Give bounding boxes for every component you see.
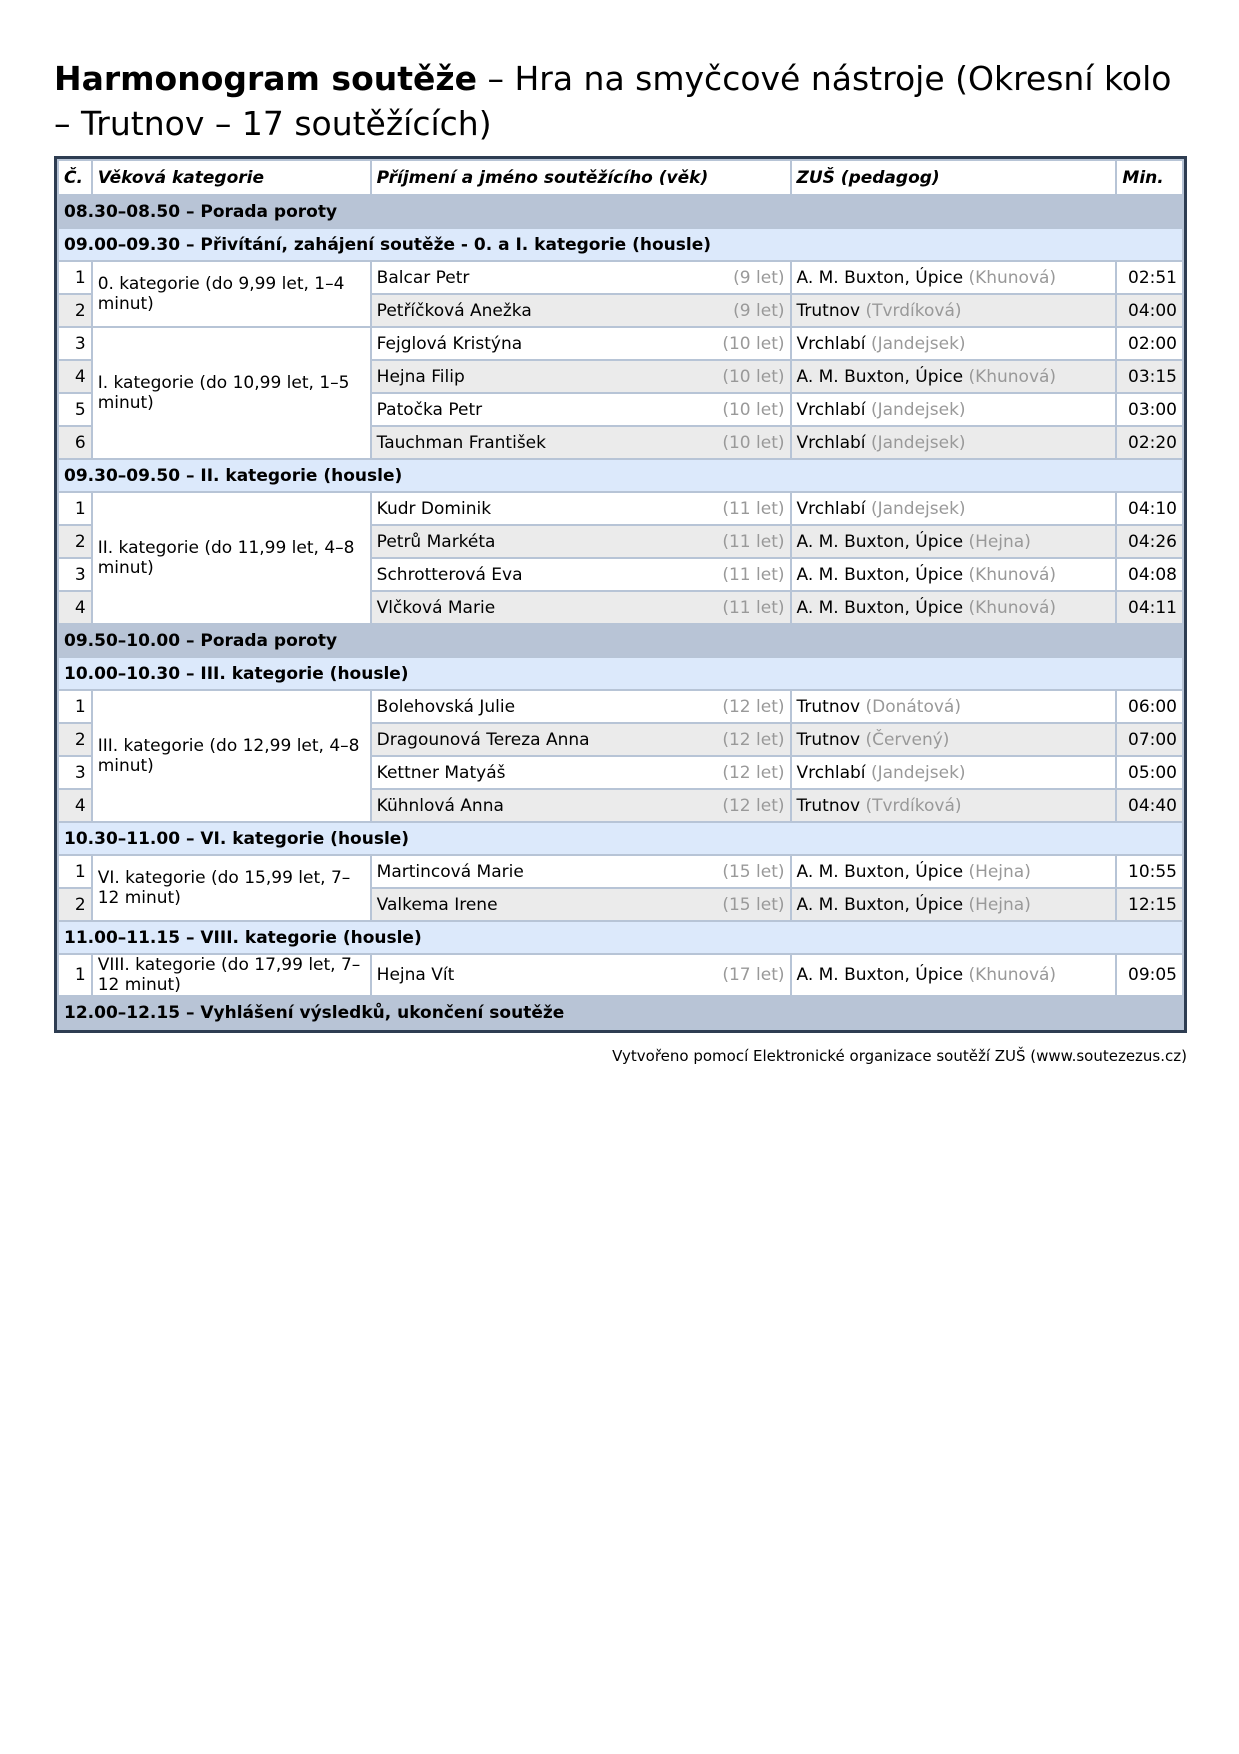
school-cell <box>792 757 1116 788</box>
school-cell <box>792 361 1116 392</box>
competitor-name: Kettner Matyáš <box>376 762 506 783</box>
row-number: 4 <box>59 592 91 623</box>
row-number: 1 <box>59 262 91 293</box>
header-school: ZUŠ (pedagog) <box>792 161 1116 194</box>
category-cell: I. kategorie (do 10,99 let, 1–5 minut) <box>93 328 370 458</box>
competitor-name: Martincová Marie <box>376 861 524 882</box>
teacher-name: (Tvrdíková) <box>865 795 962 816</box>
table-row <box>59 856 1182 887</box>
row-number: 1 <box>59 955 91 995</box>
school-name: Trutnov <box>796 696 861 717</box>
school-name: A. M. Buxton, Úpice <box>796 366 964 387</box>
school-name: A. M. Buxton, Úpice <box>796 597 964 618</box>
row-number: 4 <box>59 361 91 392</box>
school-name: Trutnov <box>796 300 861 321</box>
teacher-name: (Jandejsek) <box>870 762 966 783</box>
duration-cell: 04:11 <box>1117 592 1182 623</box>
section-row <box>59 460 1182 491</box>
competitor-age: (15 let) <box>722 861 785 882</box>
section-row <box>59 658 1182 689</box>
competitor-name: Tauchman František <box>376 432 546 453</box>
teacher-name: (Jandejsek) <box>870 399 966 420</box>
school-cell <box>792 691 1116 722</box>
school-cell <box>792 295 1116 326</box>
school-name: A. M. Buxton, Úpice <box>796 965 964 985</box>
school-name: A. M. Buxton, Úpice <box>796 861 964 882</box>
row-number: 6 <box>59 427 91 458</box>
page <box>54 56 1187 1065</box>
duration-cell: 07:00 <box>1117 724 1182 755</box>
duration-cell: 12:15 <box>1117 889 1182 920</box>
section-label: 08.30–08.50 – Porada poroty <box>59 196 1182 227</box>
school-name: Vrchlabí <box>796 399 866 420</box>
competitor-age: (12 let) <box>722 729 785 750</box>
section-row <box>59 823 1182 854</box>
competitor-name: Bolehovská Julie <box>376 696 516 717</box>
school-cell <box>792 493 1116 524</box>
competitor-cell <box>372 724 790 755</box>
row-number: 2 <box>59 889 91 920</box>
competitor-age: (12 let) <box>722 696 785 717</box>
competitor-age: (9 let) <box>733 300 785 321</box>
table-row <box>59 262 1182 293</box>
section-row <box>59 922 1182 953</box>
section-label: 09.30–09.50 – II. kategorie (housle) <box>59 460 1182 491</box>
row-number: 1 <box>59 691 91 722</box>
section-row <box>59 625 1182 656</box>
category-cell: III. kategorie (do 12,99 let, 4–8 minut) <box>93 691 370 821</box>
section-label: 09.50–10.00 – Porada poroty <box>59 625 1182 656</box>
competitor-age: (10 let) <box>722 333 785 354</box>
competitor-cell <box>372 790 790 821</box>
competitor-cell <box>372 955 790 995</box>
duration-cell: 05:00 <box>1117 757 1182 788</box>
school-name: A. M. Buxton, Úpice <box>796 531 964 552</box>
competitor-cell <box>372 889 790 920</box>
competitor-age: (12 let) <box>722 762 785 783</box>
teacher-name: (Hejna) <box>968 894 1031 915</box>
header-number: Č. <box>59 161 91 194</box>
teacher-name: (Khunová) <box>968 267 1057 288</box>
school-cell <box>792 955 1116 995</box>
competitor-cell <box>372 361 790 392</box>
competitor-name: Patočka Petr <box>376 399 483 420</box>
competitor-name: Petříčková Anežka <box>376 300 532 321</box>
duration-cell: 04:10 <box>1117 493 1182 524</box>
section-label: 11.00–11.15 – VIII. kategorie (housle) <box>59 922 1182 953</box>
competitor-cell <box>372 691 790 722</box>
competitor-age: (11 let) <box>722 531 785 552</box>
page-title <box>54 56 1187 146</box>
school-cell <box>792 328 1116 359</box>
section-row <box>59 997 1182 1028</box>
section-row <box>59 229 1182 260</box>
competitor-name: Kühnlová Anna <box>376 795 504 816</box>
competitor-age: (17 let) <box>722 965 785 985</box>
teacher-name: (Hejna) <box>968 531 1031 552</box>
teacher-name: (Jandejsek) <box>870 333 966 354</box>
title-main: Harmonogram soutěže <box>54 59 477 98</box>
school-name: Vrchlabí <box>796 432 866 453</box>
competitor-name: Valkema Irene <box>376 894 498 915</box>
teacher-name: (Hejna) <box>968 861 1031 882</box>
table-row <box>59 328 1182 359</box>
teacher-name: (Tvrdíková) <box>865 300 962 321</box>
schedule-table <box>54 156 1187 1033</box>
competitor-cell <box>372 757 790 788</box>
competitor-cell <box>372 427 790 458</box>
competitor-age: (10 let) <box>722 366 785 387</box>
competitor-cell <box>372 856 790 887</box>
row-number: 3 <box>59 328 91 359</box>
competitor-age: (12 let) <box>722 795 785 816</box>
row-number: 2 <box>59 724 91 755</box>
school-name: A. M. Buxton, Úpice <box>796 564 964 585</box>
school-cell <box>792 790 1116 821</box>
school-name: Trutnov <box>796 795 861 816</box>
section-label: 12.00–12.15 – Vyhlášení výsledků, ukončení soutěže <box>59 997 1182 1028</box>
header-category: Věková kategorie <box>93 161 370 194</box>
competitor-name: Hejna Filip <box>376 366 465 387</box>
competitor-age: (11 let) <box>722 597 785 618</box>
teacher-name: (Khunová) <box>968 965 1057 985</box>
category-cell: VI. kategorie (do 15,99 let, 7–12 minut) <box>93 856 370 920</box>
section-label: 10.30–11.00 – VI. kategorie (housle) <box>59 823 1182 854</box>
school-name: Vrchlabí <box>796 762 866 783</box>
competitor-name: Kudr Dominik <box>376 498 492 519</box>
row-number: 3 <box>59 757 91 788</box>
teacher-name: (Jandejsek) <box>870 498 966 519</box>
header-row <box>59 161 1182 194</box>
school-cell <box>792 592 1116 623</box>
competitor-cell <box>372 526 790 557</box>
competitor-cell <box>372 559 790 590</box>
teacher-name: (Khunová) <box>968 564 1057 585</box>
row-number: 2 <box>59 526 91 557</box>
duration-cell: 03:15 <box>1117 361 1182 392</box>
teacher-name: (Khunová) <box>968 366 1057 387</box>
table-row <box>59 955 1182 995</box>
competitor-name: Vlčková Marie <box>376 597 496 618</box>
footer-note: Vytvořeno pomocí Elektronické organizace soutěží ZUŠ (www.soutezezus.cz) <box>612 1047 1187 1065</box>
competitor-age: (10 let) <box>722 399 785 420</box>
duration-cell: 02:51 <box>1117 262 1182 293</box>
duration-cell: 03:00 <box>1117 394 1182 425</box>
row-number: 5 <box>59 394 91 425</box>
category-cell: 0. kategorie (do 9,99 let, 1–4 minut) <box>93 262 370 326</box>
competitor-age: (15 let) <box>722 894 785 915</box>
header-minutes: Min. <box>1117 161 1182 194</box>
school-cell <box>792 262 1116 293</box>
category-cell: VIII. kategorie (do 17,99 let, 7–12 minut) <box>93 955 370 995</box>
school-cell <box>792 427 1116 458</box>
row-number: 1 <box>59 856 91 887</box>
teacher-name: (Donátová) <box>865 696 961 717</box>
header-name: Příjmení a jméno soutěžícího (věk) <box>372 161 790 194</box>
competitor-age: (11 let) <box>722 564 785 585</box>
school-cell <box>792 856 1116 887</box>
competitor-name: Schrotterová Eva <box>376 564 523 585</box>
competitor-age: (11 let) <box>722 498 785 519</box>
competitor-cell <box>372 394 790 425</box>
teacher-name: (Khunová) <box>968 597 1057 618</box>
school-name: Trutnov <box>796 729 861 750</box>
category-cell: II. kategorie (do 11,99 let, 4–8 minut) <box>93 493 370 623</box>
school-name: Vrchlabí <box>796 498 866 519</box>
competitor-name: Dragounová Tereza Anna <box>376 729 590 750</box>
school-cell <box>792 889 1116 920</box>
school-cell <box>792 394 1116 425</box>
competitor-age: (9 let) <box>733 267 785 288</box>
title-rest: – Hra na smyčcové nástroje (Okresní kolo – Trutnov – 17 soutěžících) <box>54 59 1172 143</box>
duration-cell: 04:40 <box>1117 790 1182 821</box>
competitor-cell <box>372 328 790 359</box>
duration-cell: 02:20 <box>1117 427 1182 458</box>
competitor-cell <box>372 262 790 293</box>
competitor-name: Hejna Vít <box>376 965 455 985</box>
competitor-name: Fejglová Kristýna <box>376 333 523 354</box>
competitor-age: (10 let) <box>722 432 785 453</box>
section-row <box>59 196 1182 227</box>
duration-cell: 10:55 <box>1117 856 1182 887</box>
row-number: 2 <box>59 295 91 326</box>
section-label: 10.00–10.30 – III. kategorie (housle) <box>59 658 1182 689</box>
duration-cell: 09:05 <box>1117 955 1182 995</box>
competitor-name: Balcar Petr <box>376 267 470 288</box>
section-label: 09.00–09.30 – Přivítání, zahájení soutěže - 0. a I. kategorie (housle) <box>59 229 1182 260</box>
teacher-name: (Červený) <box>865 729 950 750</box>
schedule-body <box>59 196 1182 1028</box>
row-number: 4 <box>59 790 91 821</box>
school-name: A. M. Buxton, Úpice <box>796 894 964 915</box>
competitor-cell <box>372 493 790 524</box>
duration-cell: 04:00 <box>1117 295 1182 326</box>
competitor-name: Petrů Markéta <box>376 531 496 552</box>
duration-cell: 02:00 <box>1117 328 1182 359</box>
duration-cell: 04:08 <box>1117 559 1182 590</box>
school-cell <box>792 724 1116 755</box>
competitor-cell <box>372 295 790 326</box>
school-cell <box>792 526 1116 557</box>
school-name: A. M. Buxton, Úpice <box>796 267 964 288</box>
duration-cell: 06:00 <box>1117 691 1182 722</box>
duration-cell: 04:26 <box>1117 526 1182 557</box>
table-row <box>59 691 1182 722</box>
row-number: 1 <box>59 493 91 524</box>
teacher-name: (Jandejsek) <box>870 432 966 453</box>
table-row <box>59 493 1182 524</box>
school-cell <box>792 559 1116 590</box>
school-name: Vrchlabí <box>796 333 866 354</box>
row-number: 3 <box>59 559 91 590</box>
competitor-cell <box>372 592 790 623</box>
